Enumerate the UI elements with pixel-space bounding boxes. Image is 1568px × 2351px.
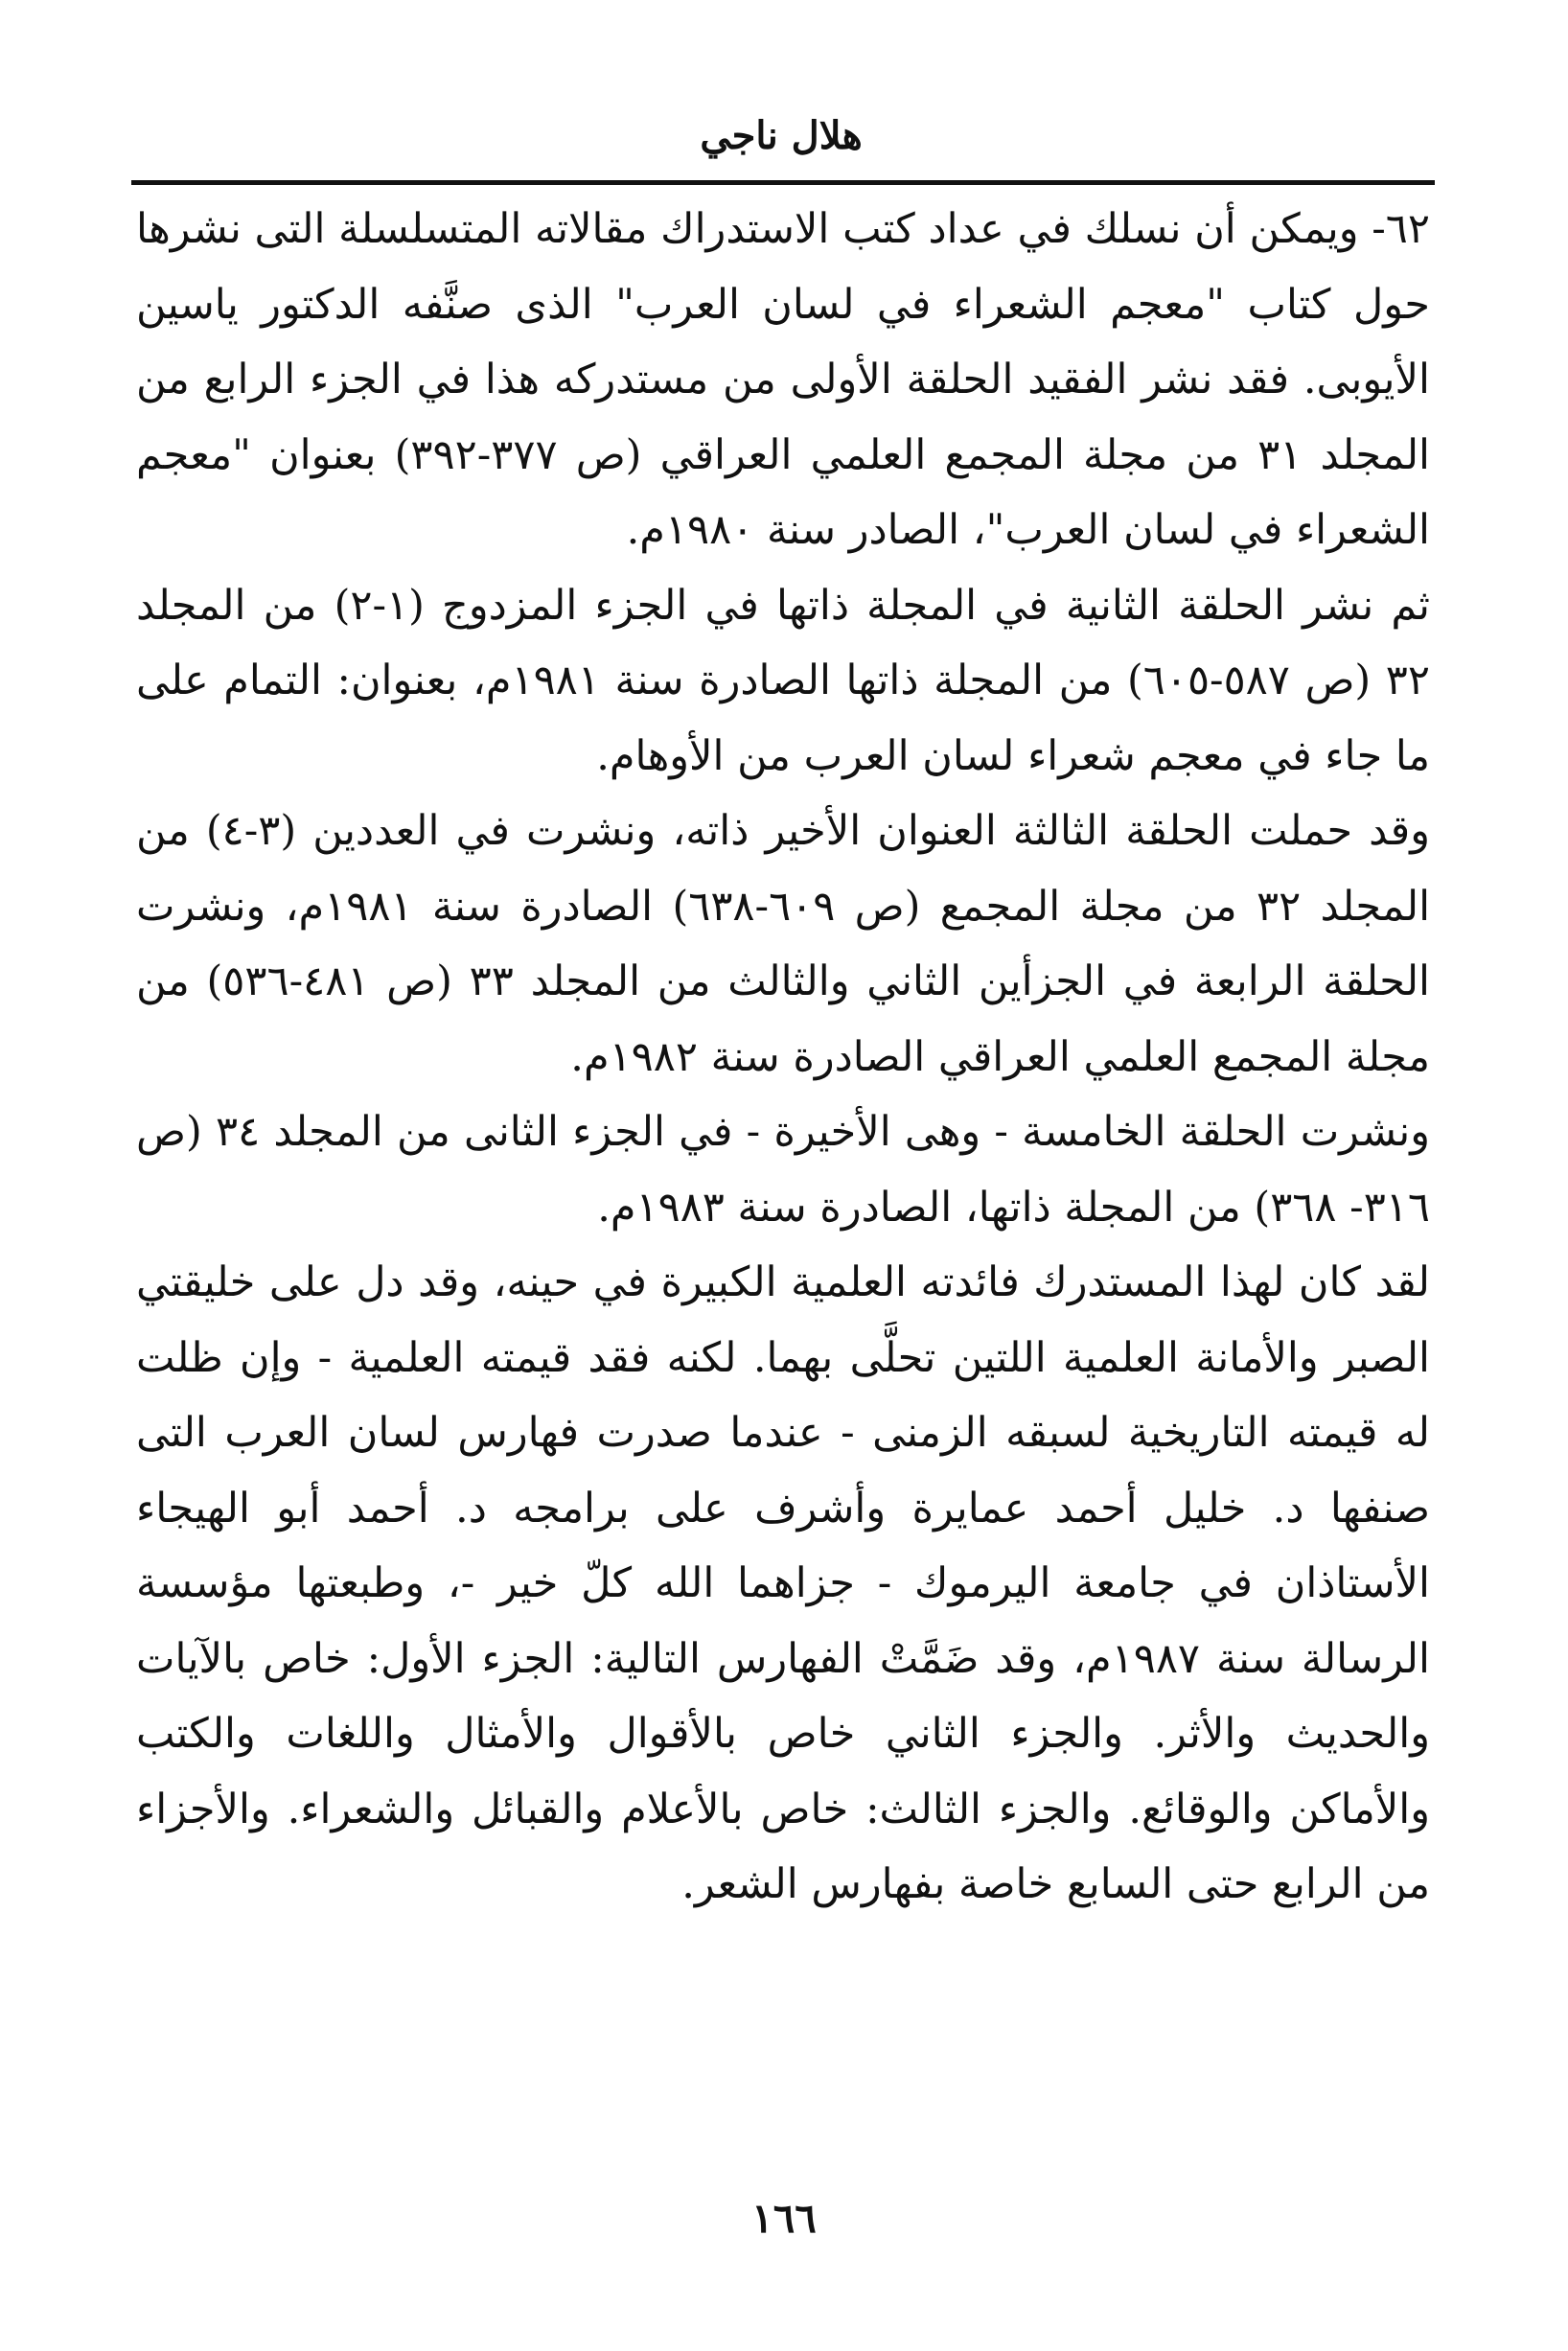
paragraph-assessment: لقد كان لهذا المستدرك فائدته العلمية الكبيرة في حينه، وقد دل على خليقتي الصبر والأمانة العلمية اللتين تحلَّى بهما. لكنه فقد قيمته العلمية - وإن ظلت له قيمته التاريخية لسبقه الزمنى - عندما صدرت فهارس لسان العرب التى صنفها د. خليل أحمد عمايرة وأشرف على برامجه د. أحمد أبو الهيجاء الأستاذان في جامعة اليرموك - جزاهما الله كلّ خير -، وطبعتها مؤسسة الرسالة سنة ١٩٨٧م، وقد ضَمَّتْ الفهارس التالية: الجزء الأول: خاص بالآيات والحديث والأثر. والجزء الثاني خاص بالأقوال والأمثال واللغات والكتب والأماكن والوقائع. والجزء الثالث: خاص بالأعلام والقبائل والشعراء. والأجزاء من الرابع حتى السابع خاصة بفهارس الشعر.	[136, 1258, 1430, 1908]
paragraph-third-fourth-installments: وقد حملت الحلقة الثالثة العنوان الأخير ذاته، ونشرت في العددين (٣-٤) من المجلد ٣٢ من مجلة المجمع (ص ٦٠٩-٦٣٨) الصادرة سنة ١٩٨١م، ونشرت الحلقة الرابعة في الجزأين الثاني والثالث من المجلد ٣٣ (ص ٤٨١-٥٣٦) من مجلة المجمع العلمي العراقي الصادرة سنة ١٩٨٢م.	[136, 807, 1431, 1081]
paragraph-fifth-installment: ونشرت الحلقة الخامسة - وهى الأخيرة - في الجزء الثانى من المجلد ٣٤ (ص ٣١٦- ٣٦٨) من المجلة ذاتها، الصادرة سنة ١٩٨٣م.	[136, 1108, 1430, 1232]
paragraph-second-installment: ثم نشر الحلقة الثانية في المجلة ذاتها في الجزء المزدوج (١-٢) من المجلد ٣٢ (ص ٥٨٧-٦٠٥) من المجلة ذاتها الصادرة سنة ١٩٨١م، بعنوان: التمام على ما جاء في معجم شعراء لسان العرب من الأوهام.	[136, 581, 1430, 780]
running-header-title: هلال ناجي	[700, 113, 863, 158]
header-divider	[131, 180, 1435, 185]
page-number: ١٦٦	[751, 2195, 817, 2242]
body-text	[136, 192, 1430, 1923]
paragraph-62-intro: ٦٢- ويمكن أن نسلك في عداد كتب الاستدراك مقالاته المتسلسلة التى نشرها حول كتاب "معجم الشعراء في لسان العرب" الذى صنَّفه الدكتور ياسين الأيوبى. فقد نشر الفقيد الحلقة الأولى من مستدركه هذا في الجزء الرابع من المجلد ٣١ من مجلة المجمع العلمي العراقي (ص ٣٧٧-٣٩٢) بعنوان "معجم الشعراء في لسان العرب"، الصادر سنة ١٩٨٠م.	[136, 205, 1430, 554]
